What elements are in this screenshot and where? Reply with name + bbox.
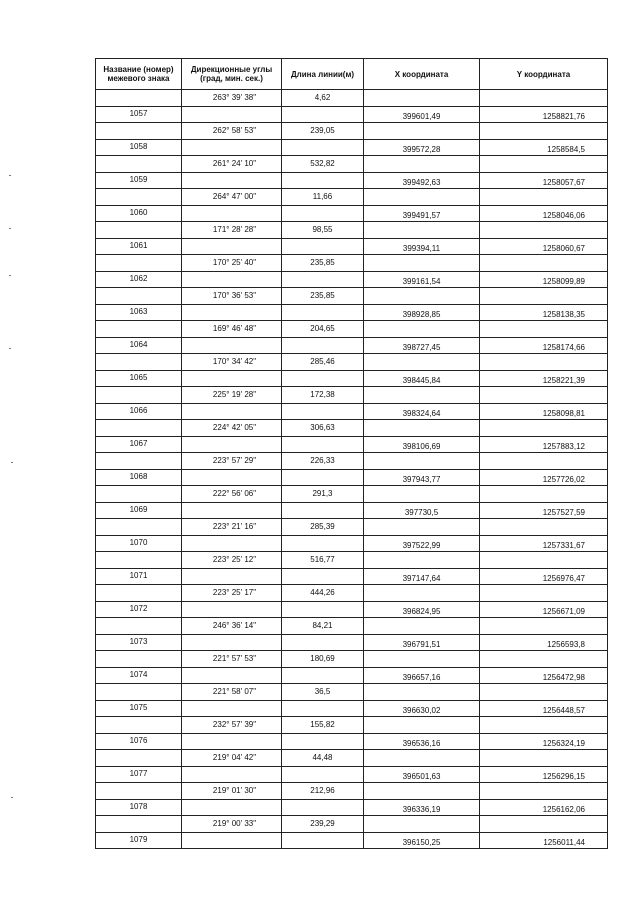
x-coordinate: 398106,69 <box>364 436 480 453</box>
segment-row <box>96 189 608 206</box>
point-row <box>96 370 608 387</box>
y-coordinate: 1256324,19 <box>480 733 608 750</box>
y-coordinate: 1256671,09 <box>480 601 608 618</box>
point-name: 1079 <box>96 832 182 849</box>
empty-cell <box>182 370 282 387</box>
empty-cell <box>282 205 364 222</box>
y-coordinate: 1256976,47 <box>480 568 608 585</box>
point-row <box>96 172 608 189</box>
line-length: 239,29 <box>282 816 364 833</box>
direction-angle: 222° 56' 06" <box>182 486 282 503</box>
line-length: 532,82 <box>282 156 364 173</box>
direction-angle: 263° 39' 38" <box>182 90 282 107</box>
scan-speck <box>11 462 13 463</box>
line-length: 235,85 <box>282 255 364 272</box>
y-coordinate: 1258221,39 <box>480 370 608 387</box>
empty-cell <box>480 156 608 173</box>
y-coordinate: 1258099,89 <box>480 271 608 288</box>
empty-cell <box>182 799 282 816</box>
line-length: 172,38 <box>282 387 364 404</box>
empty-cell <box>364 816 480 833</box>
point-row <box>96 766 608 783</box>
y-coordinate: 1258138,35 <box>480 304 608 321</box>
scan-speck <box>9 175 11 176</box>
point-row <box>96 436 608 453</box>
line-length: 516,77 <box>282 552 364 569</box>
empty-cell <box>282 667 364 684</box>
empty-cell <box>364 321 480 338</box>
line-length: 212,96 <box>282 783 364 800</box>
point-row <box>96 106 608 123</box>
empty-cell <box>96 222 182 239</box>
empty-cell <box>96 321 182 338</box>
y-coordinate: 1256472,98 <box>480 667 608 684</box>
direction-angle: 221° 58' 07" <box>182 684 282 701</box>
segment-row <box>96 90 608 107</box>
x-coordinate: 397943,77 <box>364 469 480 486</box>
empty-cell <box>480 486 608 503</box>
y-coordinate: 1258174,66 <box>480 337 608 354</box>
x-coordinate: 396824,95 <box>364 601 480 618</box>
empty-cell <box>96 651 182 668</box>
y-coordinate: 1256593,8 <box>480 634 608 651</box>
empty-cell <box>96 783 182 800</box>
empty-cell <box>364 552 480 569</box>
empty-cell <box>282 106 364 123</box>
point-name: 1070 <box>96 535 182 552</box>
point-row <box>96 733 608 750</box>
empty-cell <box>182 139 282 156</box>
empty-cell <box>364 288 480 305</box>
y-coordinate: 1258046,06 <box>480 205 608 222</box>
segment-row <box>96 552 608 569</box>
point-row <box>96 535 608 552</box>
empty-cell <box>480 585 608 602</box>
segment-row <box>96 750 608 767</box>
empty-cell <box>182 766 282 783</box>
empty-cell <box>182 436 282 453</box>
empty-cell <box>182 205 282 222</box>
x-coordinate: 399161,54 <box>364 271 480 288</box>
y-coordinate: 1257883,12 <box>480 436 608 453</box>
line-length: 11,66 <box>282 189 364 206</box>
empty-cell <box>480 519 608 536</box>
header-x-coordinate: X координата <box>364 59 480 90</box>
line-length: 84,21 <box>282 618 364 635</box>
empty-cell <box>282 304 364 321</box>
x-coordinate: 399491,57 <box>364 205 480 222</box>
line-length: 180,69 <box>282 651 364 668</box>
x-coordinate: 398928,85 <box>364 304 480 321</box>
point-row <box>96 832 608 849</box>
point-row <box>96 238 608 255</box>
line-length: 444,26 <box>282 585 364 602</box>
empty-cell <box>480 354 608 371</box>
point-name: 1072 <box>96 601 182 618</box>
point-row <box>96 667 608 684</box>
empty-cell <box>364 354 480 371</box>
empty-cell <box>480 222 608 239</box>
empty-cell <box>96 552 182 569</box>
point-row <box>96 634 608 651</box>
empty-cell <box>182 667 282 684</box>
direction-angle: 219° 00' 33" <box>182 816 282 833</box>
point-row <box>96 469 608 486</box>
y-coordinate: 1256448,57 <box>480 700 608 717</box>
point-row <box>96 799 608 816</box>
empty-cell <box>480 189 608 206</box>
point-name: 1067 <box>96 436 182 453</box>
point-name: 1064 <box>96 337 182 354</box>
empty-cell <box>96 189 182 206</box>
line-length: 204,65 <box>282 321 364 338</box>
point-row <box>96 139 608 156</box>
empty-cell <box>364 453 480 470</box>
empty-cell <box>282 337 364 354</box>
empty-cell <box>282 766 364 783</box>
empty-cell <box>480 816 608 833</box>
scan-speck <box>11 797 13 798</box>
line-length: 155,82 <box>282 717 364 734</box>
x-coordinate: 397147,64 <box>364 568 480 585</box>
empty-cell <box>96 453 182 470</box>
empty-cell <box>480 453 608 470</box>
empty-cell <box>282 469 364 486</box>
empty-cell <box>182 304 282 321</box>
segment-row <box>96 651 608 668</box>
point-name: 1058 <box>96 139 182 156</box>
line-length: 291,3 <box>282 486 364 503</box>
empty-cell <box>480 618 608 635</box>
point-name: 1069 <box>96 502 182 519</box>
segment-row <box>96 387 608 404</box>
coordinates-table <box>95 58 608 849</box>
direction-angle: 221° 57' 53" <box>182 651 282 668</box>
y-coordinate: 1258821,76 <box>480 106 608 123</box>
empty-cell <box>364 618 480 635</box>
empty-cell <box>480 387 608 404</box>
empty-cell <box>96 156 182 173</box>
point-name: 1063 <box>96 304 182 321</box>
empty-cell <box>480 321 608 338</box>
empty-cell <box>282 799 364 816</box>
segment-row <box>96 453 608 470</box>
x-coordinate: 399394,11 <box>364 238 480 255</box>
empty-cell <box>96 618 182 635</box>
x-coordinate: 396791,51 <box>364 634 480 651</box>
empty-cell <box>364 585 480 602</box>
empty-cell <box>480 123 608 140</box>
empty-cell <box>364 222 480 239</box>
direction-angle: 261° 24' 10" <box>182 156 282 173</box>
line-length: 239,05 <box>282 123 364 140</box>
direction-angle: 246° 36' 14" <box>182 618 282 635</box>
point-name: 1061 <box>96 238 182 255</box>
y-coordinate: 1257331,67 <box>480 535 608 552</box>
segment-row <box>96 156 608 173</box>
y-coordinate: 1256162,06 <box>480 799 608 816</box>
empty-cell <box>364 750 480 767</box>
point-name: 1076 <box>96 733 182 750</box>
line-length: 36,5 <box>282 684 364 701</box>
y-coordinate: 1256011,44 <box>480 832 608 849</box>
scan-speck <box>9 228 11 229</box>
direction-angle: 223° 25' 12" <box>182 552 282 569</box>
empty-cell <box>364 420 480 437</box>
empty-cell <box>480 717 608 734</box>
segment-row <box>96 717 608 734</box>
direction-angle: 224° 42' 05" <box>182 420 282 437</box>
y-coordinate: 1258060,67 <box>480 238 608 255</box>
x-coordinate: 398727,45 <box>364 337 480 354</box>
empty-cell <box>364 90 480 107</box>
empty-cell <box>182 568 282 585</box>
segment-row <box>96 816 608 833</box>
point-name: 1060 <box>96 205 182 222</box>
point-name: 1068 <box>96 469 182 486</box>
empty-cell <box>96 387 182 404</box>
x-coordinate: 396336,19 <box>364 799 480 816</box>
empty-cell <box>282 832 364 849</box>
x-coordinate: 399572,28 <box>364 139 480 156</box>
empty-cell <box>364 486 480 503</box>
point-row <box>96 502 608 519</box>
point-name: 1071 <box>96 568 182 585</box>
empty-cell <box>480 420 608 437</box>
scan-speck <box>9 348 11 349</box>
segment-row <box>96 255 608 272</box>
empty-cell <box>96 585 182 602</box>
point-name: 1073 <box>96 634 182 651</box>
segment-row <box>96 354 608 371</box>
segment-row <box>96 321 608 338</box>
segment-row <box>96 222 608 239</box>
empty-cell <box>182 502 282 519</box>
scan-speck <box>9 275 11 276</box>
empty-cell <box>364 123 480 140</box>
empty-cell <box>96 288 182 305</box>
empty-cell <box>282 502 364 519</box>
x-coordinate: 396536,16 <box>364 733 480 750</box>
segment-row <box>96 684 608 701</box>
x-coordinate: 398445,84 <box>364 370 480 387</box>
point-name: 1057 <box>96 106 182 123</box>
empty-cell <box>480 651 608 668</box>
header-y-coordinate: Y координата <box>480 59 608 90</box>
empty-cell <box>96 717 182 734</box>
direction-angle: 219° 04' 42" <box>182 750 282 767</box>
point-row <box>96 601 608 618</box>
empty-cell <box>182 106 282 123</box>
empty-cell <box>282 601 364 618</box>
direction-angle: 264° 47' 00" <box>182 189 282 206</box>
x-coordinate: 396630,02 <box>364 700 480 717</box>
empty-cell <box>96 750 182 767</box>
header-line-length: Длина линии(м) <box>282 59 364 90</box>
empty-cell <box>96 420 182 437</box>
empty-cell <box>282 700 364 717</box>
y-coordinate: 1258098,81 <box>480 403 608 420</box>
y-coordinate: 1258057,67 <box>480 172 608 189</box>
direction-angle: 169° 46' 48" <box>182 321 282 338</box>
segment-row <box>96 783 608 800</box>
empty-cell <box>480 255 608 272</box>
table-header-row <box>96 59 608 90</box>
segment-row <box>96 288 608 305</box>
empty-cell <box>96 123 182 140</box>
empty-cell <box>96 90 182 107</box>
segment-row <box>96 486 608 503</box>
point-row <box>96 304 608 321</box>
empty-cell <box>182 535 282 552</box>
line-length: 306,63 <box>282 420 364 437</box>
empty-cell <box>96 486 182 503</box>
empty-cell <box>480 750 608 767</box>
empty-cell <box>282 634 364 651</box>
empty-cell <box>182 403 282 420</box>
line-length: 226,33 <box>282 453 364 470</box>
empty-cell <box>282 535 364 552</box>
y-coordinate: 1257726,02 <box>480 469 608 486</box>
empty-cell <box>182 238 282 255</box>
empty-cell <box>364 717 480 734</box>
direction-angle: 262° 58' 53" <box>182 123 282 140</box>
empty-cell <box>364 651 480 668</box>
y-coordinate: 1257527,59 <box>480 502 608 519</box>
line-length: 285,46 <box>282 354 364 371</box>
empty-cell <box>282 436 364 453</box>
segment-row <box>96 618 608 635</box>
segment-row <box>96 123 608 140</box>
direction-angle: 170° 34' 42" <box>182 354 282 371</box>
empty-cell <box>364 684 480 701</box>
empty-cell <box>96 684 182 701</box>
empty-cell <box>282 271 364 288</box>
empty-cell <box>282 733 364 750</box>
line-length: 98,55 <box>282 222 364 239</box>
line-length: 285,39 <box>282 519 364 536</box>
empty-cell <box>282 370 364 387</box>
y-coordinate: 1256296,15 <box>480 766 608 783</box>
point-row <box>96 337 608 354</box>
point-row <box>96 700 608 717</box>
empty-cell <box>182 469 282 486</box>
segment-row <box>96 420 608 437</box>
point-name: 1075 <box>96 700 182 717</box>
empty-cell <box>282 172 364 189</box>
empty-cell <box>96 519 182 536</box>
empty-cell <box>96 354 182 371</box>
x-coordinate: 397730,5 <box>364 502 480 519</box>
direction-angle: 223° 57' 29" <box>182 453 282 470</box>
x-coordinate: 397522,99 <box>364 535 480 552</box>
empty-cell <box>182 700 282 717</box>
header-direction-angle: Дирекционные углы (град, мин. сек.) <box>182 59 282 90</box>
direction-angle: 170° 25' 40" <box>182 255 282 272</box>
segment-row <box>96 585 608 602</box>
point-row <box>96 205 608 222</box>
empty-cell <box>282 568 364 585</box>
empty-cell <box>364 255 480 272</box>
empty-cell <box>480 783 608 800</box>
point-name: 1062 <box>96 271 182 288</box>
point-row <box>96 403 608 420</box>
empty-cell <box>182 634 282 651</box>
empty-cell <box>480 684 608 701</box>
empty-cell <box>282 403 364 420</box>
empty-cell <box>480 552 608 569</box>
point-name: 1078 <box>96 799 182 816</box>
header-point-name: Название (номер) межевого знака <box>96 59 182 90</box>
point-name: 1066 <box>96 403 182 420</box>
y-coordinate: 1258584,5 <box>480 139 608 156</box>
x-coordinate: 396501,63 <box>364 766 480 783</box>
x-coordinate: 399601,49 <box>364 106 480 123</box>
empty-cell <box>282 139 364 156</box>
direction-angle: 223° 25' 17" <box>182 585 282 602</box>
line-length: 235,85 <box>282 288 364 305</box>
empty-cell <box>282 238 364 255</box>
empty-cell <box>364 519 480 536</box>
point-name: 1059 <box>96 172 182 189</box>
direction-angle: 219° 01' 30" <box>182 783 282 800</box>
point-row <box>96 568 608 585</box>
line-length: 4,62 <box>282 90 364 107</box>
direction-angle: 170° 36' 53" <box>182 288 282 305</box>
direction-angle: 223° 21' 16" <box>182 519 282 536</box>
empty-cell <box>182 832 282 849</box>
x-coordinate: 398324,64 <box>364 403 480 420</box>
point-row <box>96 271 608 288</box>
table-body <box>96 90 608 849</box>
line-length: 44,48 <box>282 750 364 767</box>
direction-angle: 232° 57' 39" <box>182 717 282 734</box>
empty-cell <box>480 90 608 107</box>
point-name: 1065 <box>96 370 182 387</box>
empty-cell <box>182 271 282 288</box>
point-name: 1077 <box>96 766 182 783</box>
empty-cell <box>96 816 182 833</box>
empty-cell <box>480 288 608 305</box>
x-coordinate: 399492,63 <box>364 172 480 189</box>
direction-angle: 171° 28' 28" <box>182 222 282 239</box>
empty-cell <box>364 783 480 800</box>
empty-cell <box>364 156 480 173</box>
x-coordinate: 396657,16 <box>364 667 480 684</box>
empty-cell <box>182 337 282 354</box>
segment-row <box>96 519 608 536</box>
empty-cell <box>96 255 182 272</box>
empty-cell <box>182 601 282 618</box>
empty-cell <box>364 387 480 404</box>
empty-cell <box>182 733 282 750</box>
empty-cell <box>182 172 282 189</box>
x-coordinate: 396150,25 <box>364 832 480 849</box>
point-name: 1074 <box>96 667 182 684</box>
direction-angle: 225° 19' 28" <box>182 387 282 404</box>
empty-cell <box>364 189 480 206</box>
